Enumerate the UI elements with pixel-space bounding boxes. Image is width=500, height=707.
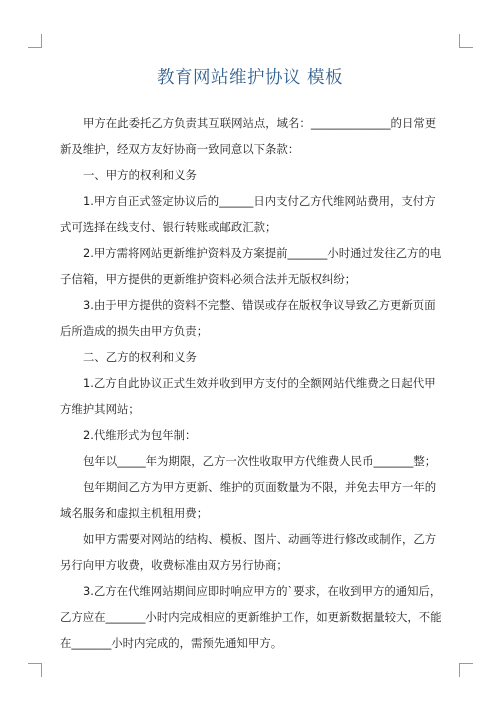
paragraph-b-2-term: 包年以_____年为期限，乙方一次性收取甲方代维费人民币_______整； — [83, 454, 437, 468]
crop-mark-top-left — [28, 34, 42, 48]
paragraph-a-1: 1.甲方自正式签定协议后的______日内支付乙方代维网站费用，支付方式可选择在线支付、银行转账或邮政汇款； — [60, 194, 436, 234]
paragraph-a-3: 3.由于甲方提供的资料不完整、错误或存在版权争议导致乙方更新页面后所造成的损失由甲方负责； — [60, 298, 436, 338]
paragraph-b-1: 1.乙方自此协议正式生效并收到甲方支付的全额网站代维费之日起代甲方维护其网站； — [60, 376, 436, 416]
crop-mark-bottom-right — [459, 663, 473, 677]
paragraph-b-2-extra: 如甲方需要对网站的结构、模板、图片、动画等进行修改或制作，乙方另行向甲方收费，收费标准由双方另行协商； — [60, 532, 437, 572]
paragraph-b-3: 3.乙方在代维网站期间应即时响应甲方的`要求，在收到甲方的通知后，乙方应在_______小时内完成相应的更新维护工作，如更新数据量较大，不能在_______小时内完成的，需预先通知甲方。 — [60, 584, 442, 650]
crop-mark-top-right — [459, 34, 473, 48]
paragraph-intro: 甲方在此委托乙方负责其互联网站点，域名：______________的日常更新及维护，经双方友好协商一致同意以下条款： — [60, 116, 437, 156]
document-body — [60, 110, 442, 656]
paragraph-b-2-scope: 包年期间乙方为甲方更新、维护的页面数量为不限，并免去甲方一年的域名服务和虚拟主机租用费； — [60, 480, 437, 520]
section-heading-party-b: 二、乙方的权利和义务 — [83, 350, 197, 364]
crop-mark-bottom-left — [28, 663, 42, 677]
document-title: 教育网站维护协议 模板 — [156, 68, 344, 88]
paragraph-a-2: 2.甲方需将网站更新维护资料及方案提前_______小时通过发往乙方的电子信箱，甲方提供的更新维护资料必须合法并无版权纠纷； — [60, 246, 442, 286]
paragraph-b-2: 2.代维形式为包年制： — [83, 428, 197, 442]
section-heading-party-a: 一、甲方的权利和义务 — [83, 168, 197, 182]
